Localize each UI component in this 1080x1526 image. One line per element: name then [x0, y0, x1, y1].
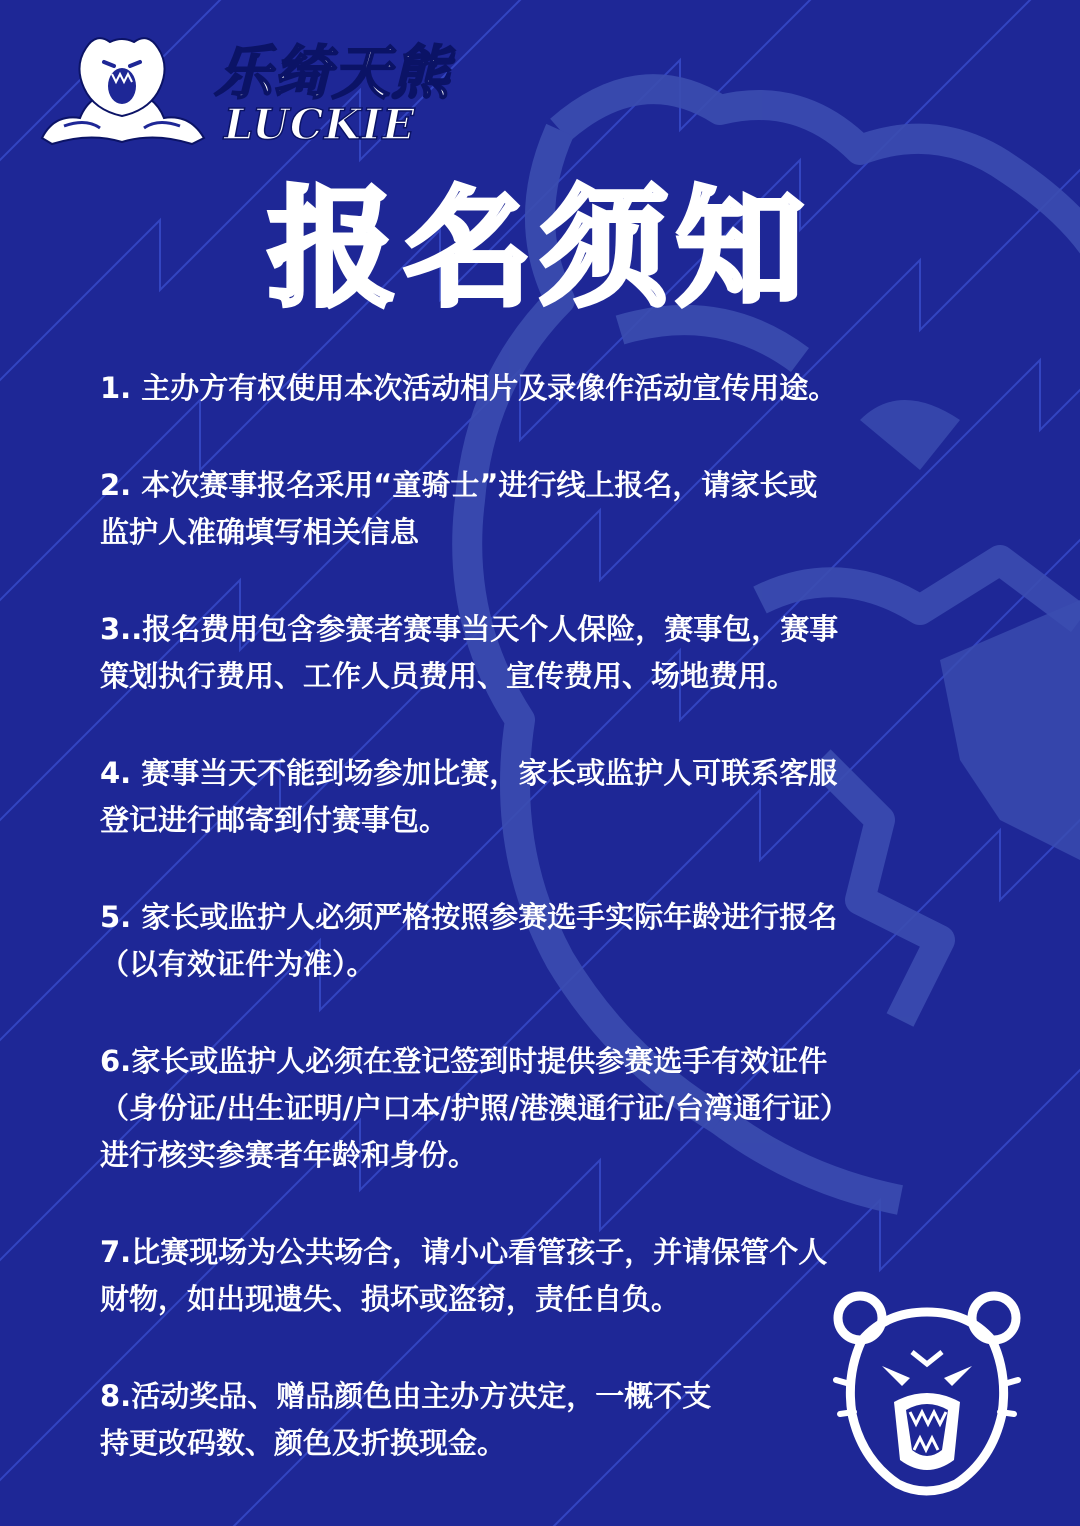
notice-line: 5. 家长或监护人必须严格按照参赛选手实际年龄进行报名 [100, 900, 838, 934]
notice-line: 1. 主办方有权使用本次活动相片及录像作活动宣传用途。 [100, 371, 838, 405]
notice-line: 持更改码数、颜色及折换现金。 [100, 1426, 507, 1460]
notice-line: 3..报名费用包含参赛者赛事当天个人保险，赛事包，赛事 [100, 612, 839, 646]
notice-line: 登记进行邮寄到付赛事包。 [100, 803, 449, 837]
notice-item [100, 1038, 960, 1179]
notice-item [100, 894, 960, 988]
notice-line: 7.比赛现场为公共场合，请小心看管孩子，并请保管个人 [100, 1235, 828, 1269]
logo-english-name: LUCKIE [224, 100, 416, 149]
bear-head-icon [822, 1284, 1032, 1502]
notice-line: （身份证/出生证明/户口本/护照/港澳通行证/台湾通行证） [100, 1091, 849, 1125]
notice-line: 监护人准确填写相关信息 [100, 515, 420, 549]
bear-mascot-icon [34, 26, 214, 150]
notice-item [100, 462, 960, 556]
notice-line: 进行核实参赛者年龄和身份。 [100, 1138, 478, 1172]
logo-chinese-name: 乐绮天熊 [214, 39, 451, 107]
notice-line: 4. 赛事当天不能到场参加比赛，家长或监护人可联系客服 [100, 756, 838, 790]
notice-line: 财物，如出现遗失、损坏或盗窃，责任自负。 [100, 1282, 681, 1316]
notice-line: 策划执行费用、工作人员费用、宣传费用、场地费用。 [100, 659, 797, 693]
notice-line: 2. 本次赛事报名采用“童骑士”进行线上报名，请家长或 [100, 468, 818, 502]
page-title: 报名须知 [267, 175, 812, 324]
notice-item [100, 750, 960, 844]
notice-item [100, 606, 960, 700]
notice-item [100, 365, 960, 412]
notice-line: （以有效证件为准）。 [100, 947, 376, 981]
notice-line: 8.活动奖品、赠品颜色由主办方决定，一概不支 [100, 1379, 712, 1413]
brand-logo [34, 26, 451, 150]
notice-line: 6.家长或监护人必须在登记签到时提供参赛选手有效证件 [100, 1044, 828, 1078]
